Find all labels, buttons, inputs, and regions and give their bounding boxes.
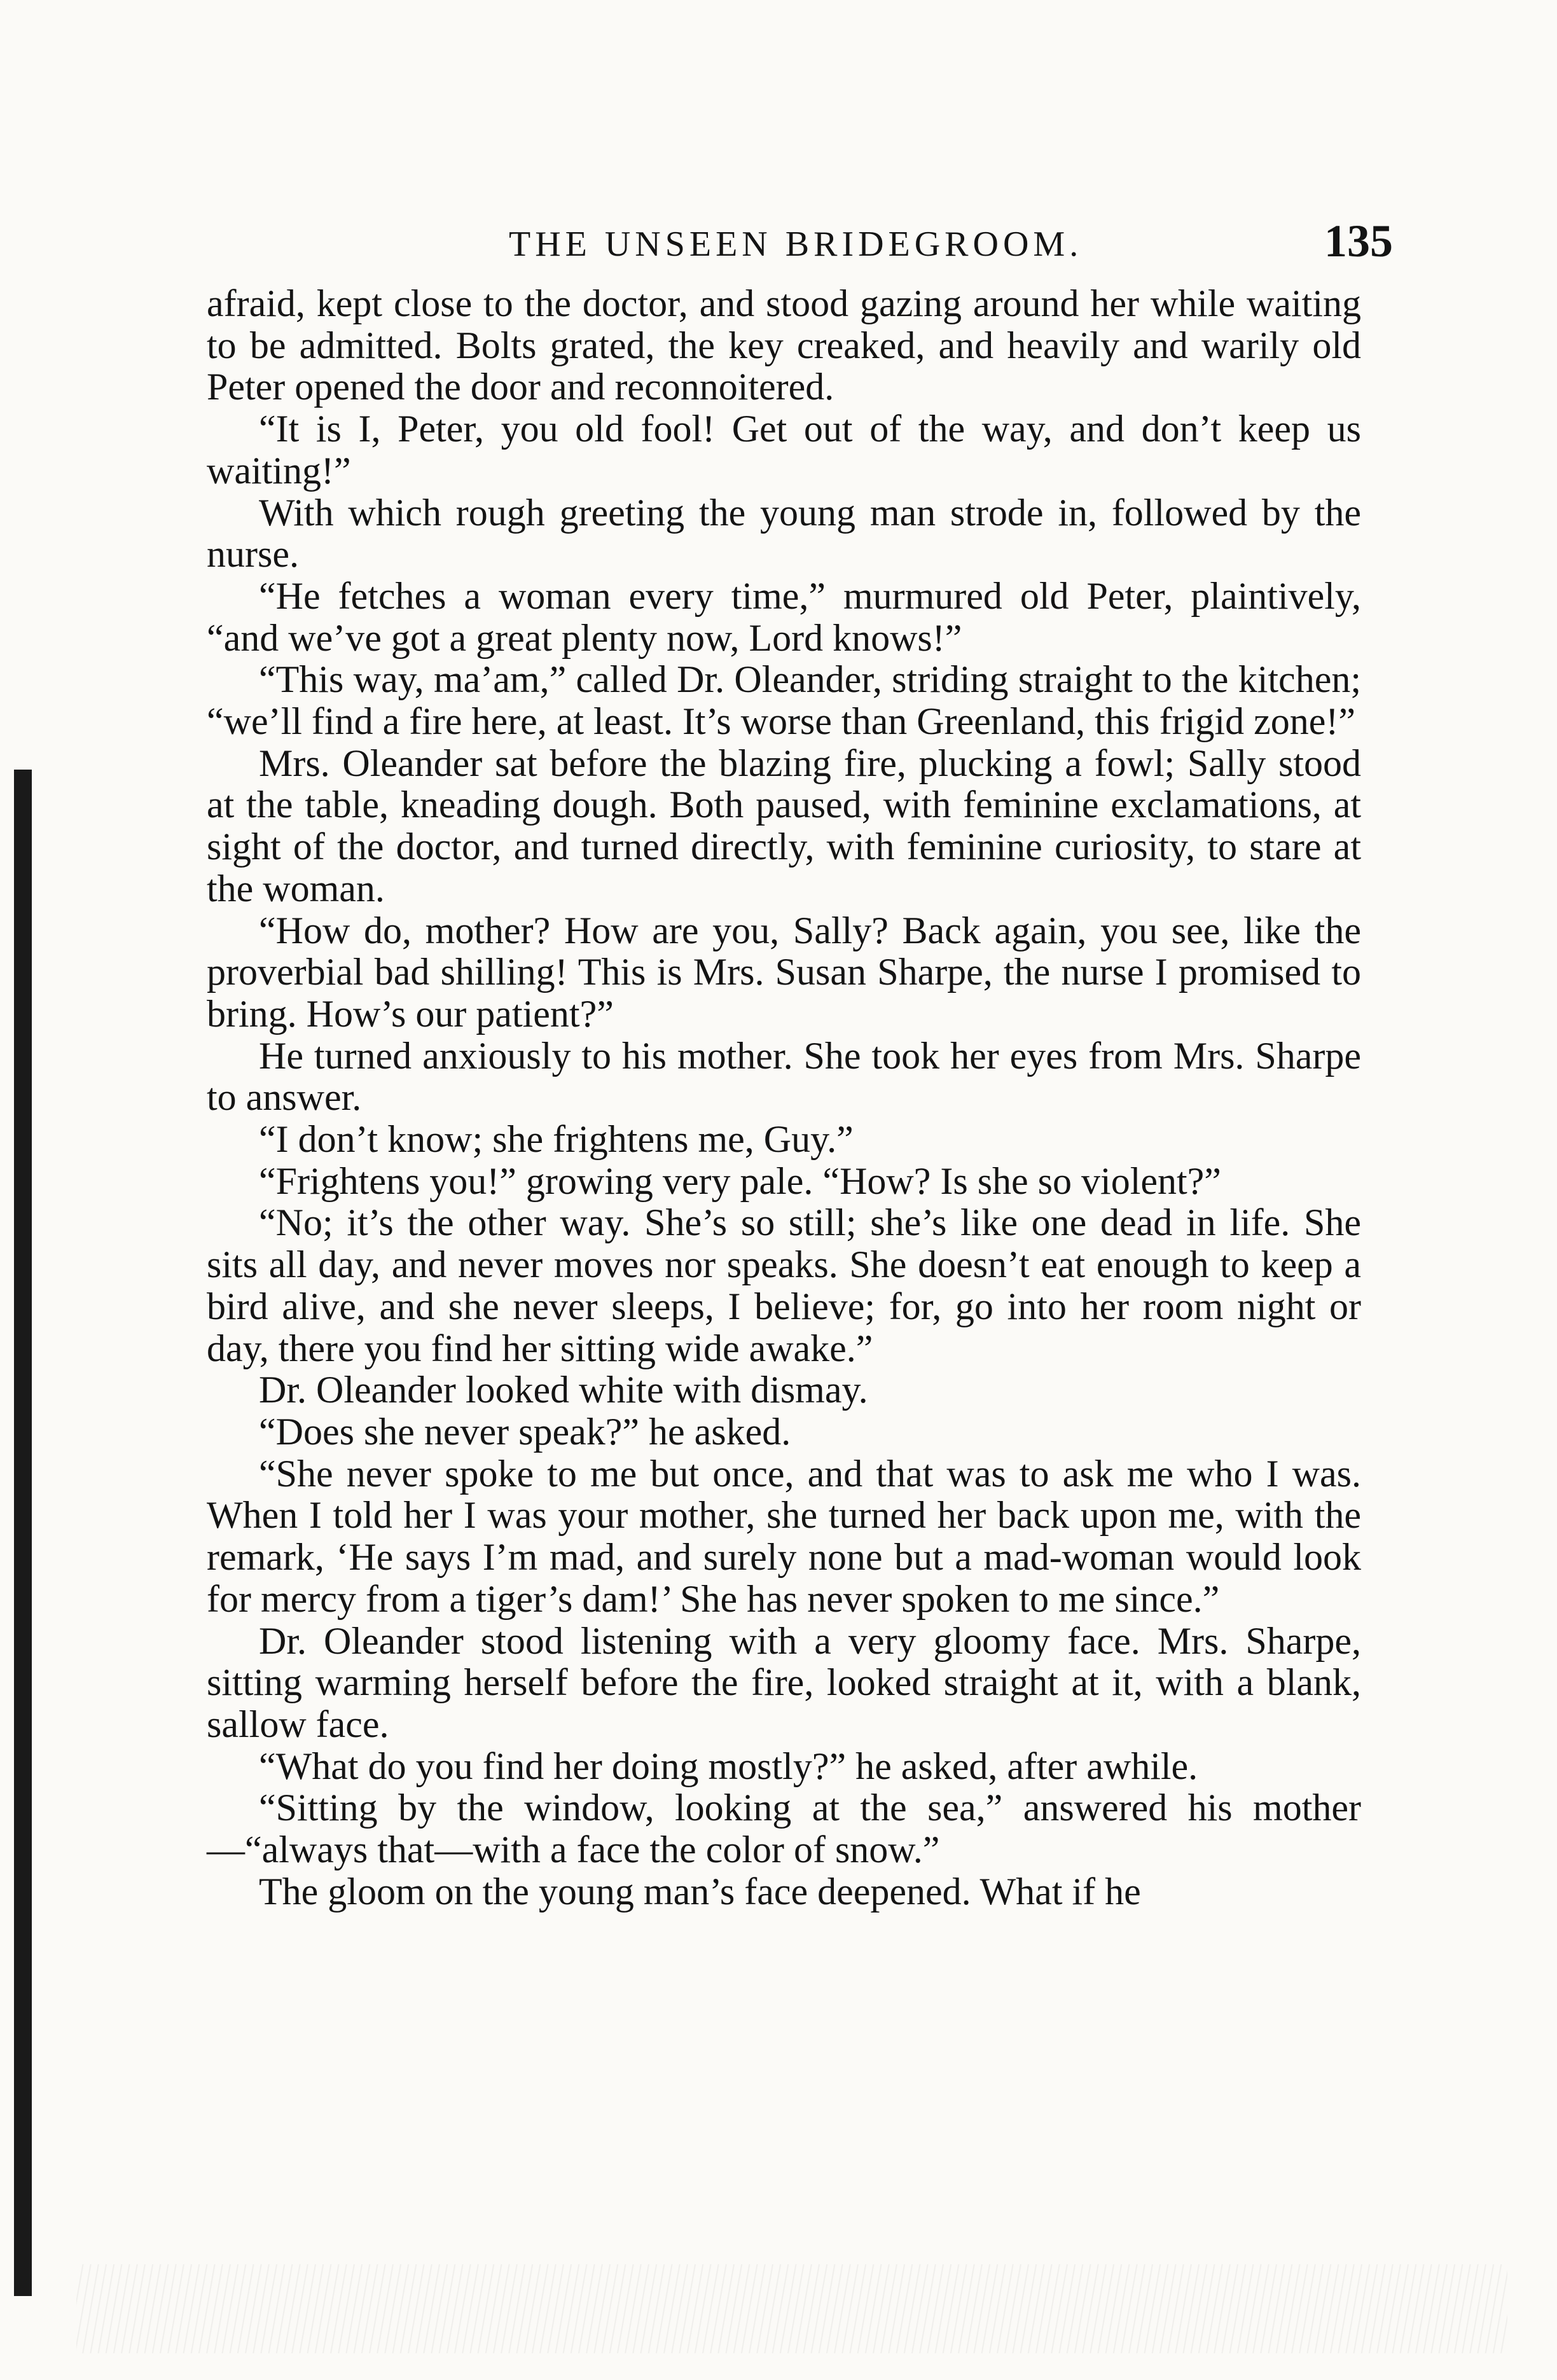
binding-shadow	[14, 770, 32, 2296]
paragraph: Dr. Oleander looked white with dismay.	[259, 1369, 868, 1411]
paragraph: “She never spoke to me but once, and that was to ask me who I was. When I told her I was your mother, she turned her back upon me, with the remark, ‘He says I’m mad, and surely none but a mad-woman would look for mercy from a tiger’s dam!’ She has never spoken to me since.”	[207, 1452, 1361, 1620]
paragraph: “I don’t know; she frightens me, Guy.”	[259, 1118, 854, 1161]
page-number: 135	[1324, 216, 1393, 266]
paragraph: “It is I, Peter, you old fool! Get out of the way, and don’t keep us waiting!”	[207, 408, 1361, 492]
paragraph: “This way, ma’am,” called Dr. Oleander, striding straight to the kitchen; “we’ll find a fire here, at least. It’s worse than Greenland, this frigid zone!”	[207, 658, 1361, 743]
page-header	[210, 215, 1406, 272]
paragraph: “He fetches a woman every time,” murmured old Peter, plaintively, “and we’ve got a great plenty now, Lord knows!”	[207, 574, 1361, 659]
paragraph: “No; it’s the other way. She’s so still; she’s like one dead in life. She sits all day, and never moves nor speaks. She doesn’t eat enough to keep a bird alive, and she never sleeps, I believe; for, go into her room night or day, there you find her sitting wide awake.”	[207, 1201, 1361, 1369]
paragraph: Dr. Oleander stood listening with a very gloomy face. Mrs. Sharpe, sitting warming herself before the fire, looked straight at it, with a blank, sallow face.	[207, 1619, 1361, 1745]
paragraph: afraid, kept close to the doctor, and stood gazing around her while waiting to be admitted. Bolts grated, the key creaked, and heavily and warily old Peter opened the door and reconnoitered.	[207, 282, 1361, 408]
paragraph: “Frightens you!” growing very pale. “How? Is she so violent?”	[259, 1159, 1221, 1202]
paragraph: Mrs. Oleander sat before the blazing fire, plucking a fowl; Sally stood at the table, kneading dough. Both paused, with feminine exclamations, at sight of the doctor, and turned directly, with feminine curiosity, to stare at the woman.	[207, 742, 1361, 910]
paragraph: He turned anxiously to his mother. She took her eyes from Mrs. Sharpe to answer.	[207, 1034, 1361, 1119]
paragraph: “Does she never speak?” he asked.	[259, 1410, 791, 1453]
page-grime	[76, 2264, 1507, 2353]
paragraph: “How do, mother? How are you, Sally? Back again, you see, like the proverbial bad shilling! This is Mrs. Susan Sharpe, the nurse I promised to bring. How’s our patient?”	[207, 909, 1361, 1035]
paragraph: The gloom on the young man’s face deepened. What if he	[259, 1870, 1141, 1913]
running-head: THE UNSEEN BRIDEGROOM.	[509, 225, 1083, 264]
paragraph: “What do you find her doing mostly?” he asked, after awhile.	[259, 1745, 1198, 1787]
body-text	[207, 283, 1361, 1913]
paragraph: With which rough greeting the young man strode in, followed by the nurse.	[207, 491, 1361, 576]
paragraph: “Sitting by the window, looking at the sea,” answered his mother—“always that—with a face the color of snow.”	[207, 1787, 1361, 1871]
